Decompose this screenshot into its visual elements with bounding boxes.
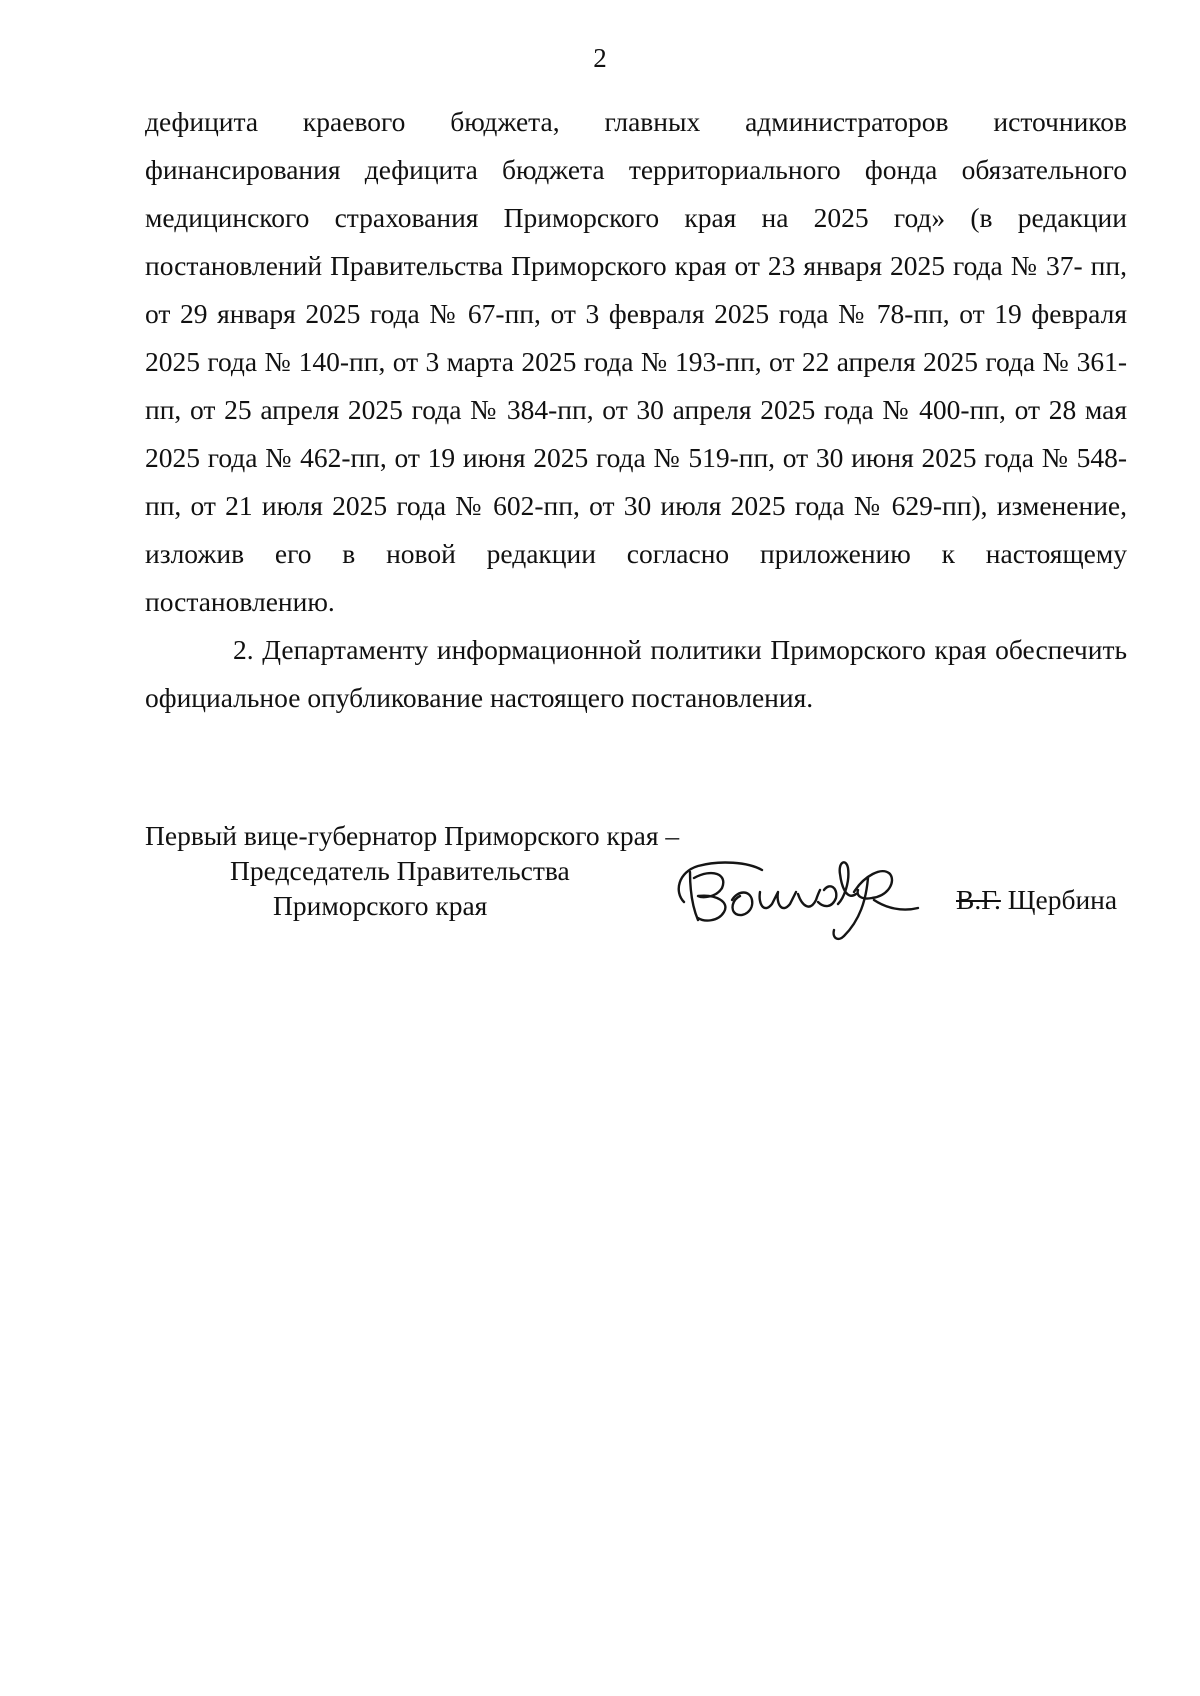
body-paragraph-continuation: дефицита краевого бюджета, главных администраторов источников финансирования дефицита бюджета территориального фонда обязательного медицинского страхования Приморского края на 2025 год» (в редакции постановлений Правительства Приморского края от 23 января 2025 года № 37- пп, от 29 января 2025 года № 67-пп, от 3 февраля 2025 года № 78-пп, от 19 февраля 2025 года № 140-пп, от 3 марта 2025 года № 193-пп, от 22 апреля 2025 года № 361-пп, от 25 апреля 2025 года № 384-пп, от 30 апреля 2025 года № 400-пп, от 28 мая 2025 года № 462-пп, от 19 июня 2025 года № 519-пп, от 30 июня 2025 года № 548-пп, от 21 июля 2025 года № 602-пп, от 30 июля 2025 года № 629-пп), изменение, изложив его в новой редакции согласно приложению к настоящему постановлению. bbox=[145, 106, 1127, 617]
signatory-title-line-3: Приморского края bbox=[273, 890, 488, 921]
body-paragraph-item-2: 2. Департаменту информационной политики Приморского края обеспечить официальное опубликование настоящего постановления. bbox=[145, 634, 1127, 713]
signatory-title-line-2: Председатель Правительства bbox=[230, 855, 570, 886]
signatory-title bbox=[145, 818, 679, 923]
signer-name bbox=[956, 882, 1117, 917]
signatory-title-line-1: Первый вице-губернатор Приморского края – bbox=[145, 820, 680, 851]
signer-initials: В.Г. bbox=[956, 884, 1001, 915]
signer-surname: Щербина bbox=[1000, 884, 1118, 915]
page-number: 2 bbox=[593, 43, 607, 73]
document-body bbox=[145, 98, 1127, 722]
handwritten-signature bbox=[668, 838, 930, 948]
